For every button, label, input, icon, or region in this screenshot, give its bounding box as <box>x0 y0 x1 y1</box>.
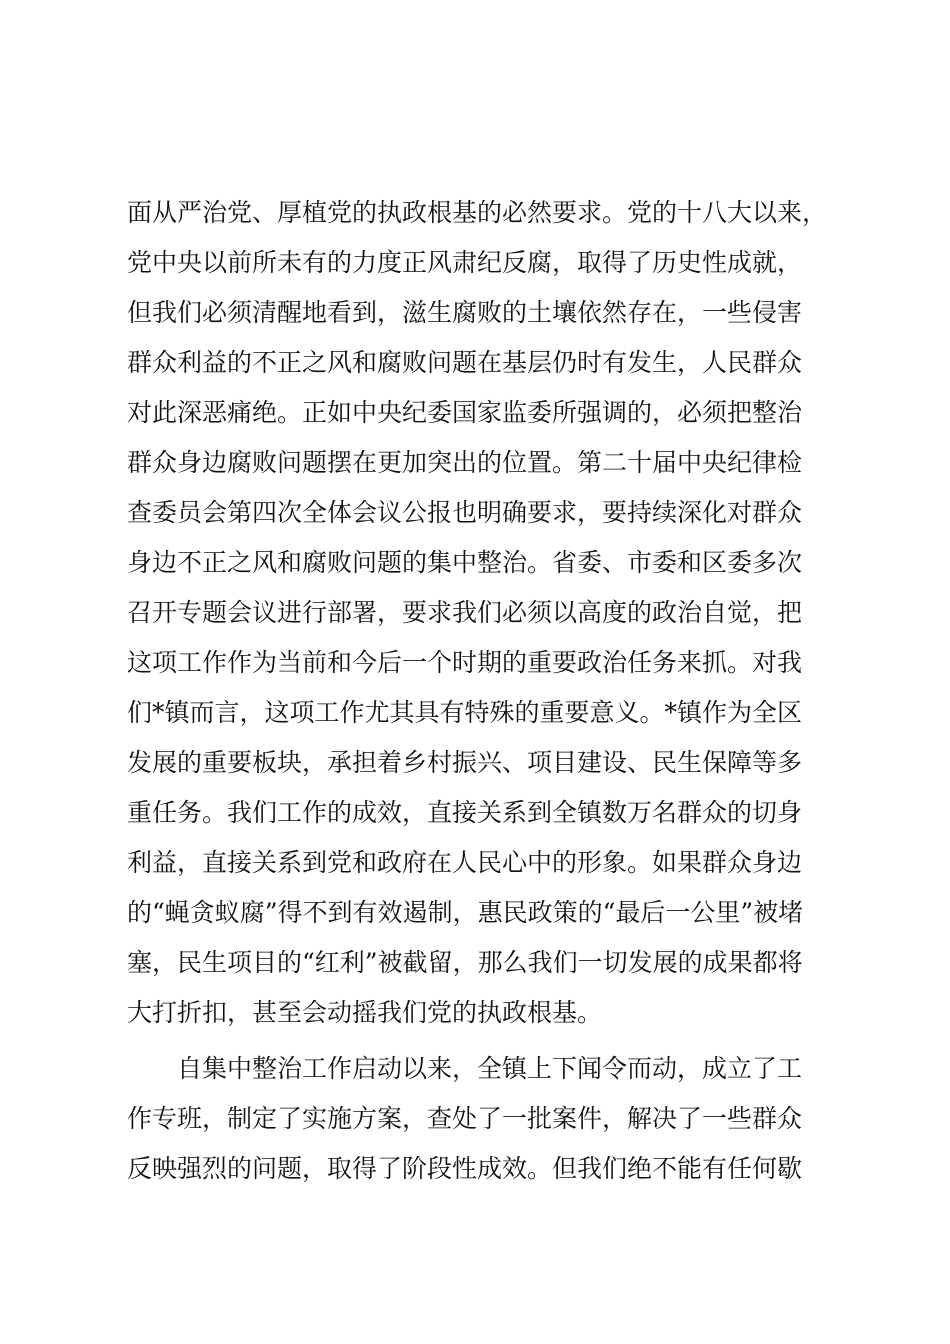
text-line: 利益，直接关系到党和政府在人民心中的形象。如果群众身边 <box>127 848 803 877</box>
paragraph-2 <box>127 1044 827 1194</box>
text-line: 作专班，制定了实施方案，查处了一批案件，解决了一些群众 <box>127 1104 803 1133</box>
text-line: 的“蝇贪蚁腐”得不到有效遏制，惠民政策的“最后一公里”被堵 <box>127 898 804 927</box>
text-line: 大打折扣，甚至会动摇我们党的执政根基。 <box>127 998 603 1027</box>
paragraph-1 <box>127 188 827 1038</box>
text-line: 自集中整治工作启动以来，全镇上下闻令而动，成立了工 <box>177 1054 803 1083</box>
text-line: 群众身边腐败问题摆在更加突出的位置。第二十届中央纪律检 <box>127 448 803 477</box>
text-line: 发展的重要板块，承担着乡村振兴、项目建设、民生保障等多 <box>127 748 803 777</box>
text-line: 面从严治党、厚植党的执政根基的必然要求。党的十八大以来， <box>127 198 828 227</box>
text-line: 塞，民生项目的“红利”被截留，那么我们一切发展的成果都将 <box>127 948 803 977</box>
text-line: 但我们必须清醒地看到，滋生腐败的土壤依然存在，一些侵害 <box>127 298 803 327</box>
text-line: 这项工作作为当前和今后一个时期的重要政治任务来抓。对我 <box>127 648 803 677</box>
text-line: 们*镇而言，这项工作尤其具有特殊的重要意义。*镇作为全区 <box>127 698 803 727</box>
text-line: 重任务。我们工作的成效，直接关系到全镇数万名群众的切身 <box>127 798 803 827</box>
text-line: 查委员会第四次全体会议公报也明确要求，要持续深化对群众 <box>127 498 803 527</box>
text-line: 群众利益的不正之风和腐败问题在基层仍时有发生，人民群众 <box>127 348 803 377</box>
text-line: 对此深恶痛绝。正如中央纪委国家监委所强调的，必须把整治 <box>127 398 803 427</box>
text-line: 召开专题会议进行部署，要求我们必须以高度的政治自觉，把 <box>127 598 803 627</box>
text-line: 党中央以前所未有的力度正风肃纪反腐，取得了历史性成就， <box>127 248 803 277</box>
text-line: 反映强烈的问题，取得了阶段性成效。但我们绝不能有任何歇 <box>127 1154 803 1183</box>
text-line: 身边不正之风和腐败问题的集中整治。省委、市委和区委多次 <box>127 548 803 577</box>
document-body <box>127 188 827 1194</box>
